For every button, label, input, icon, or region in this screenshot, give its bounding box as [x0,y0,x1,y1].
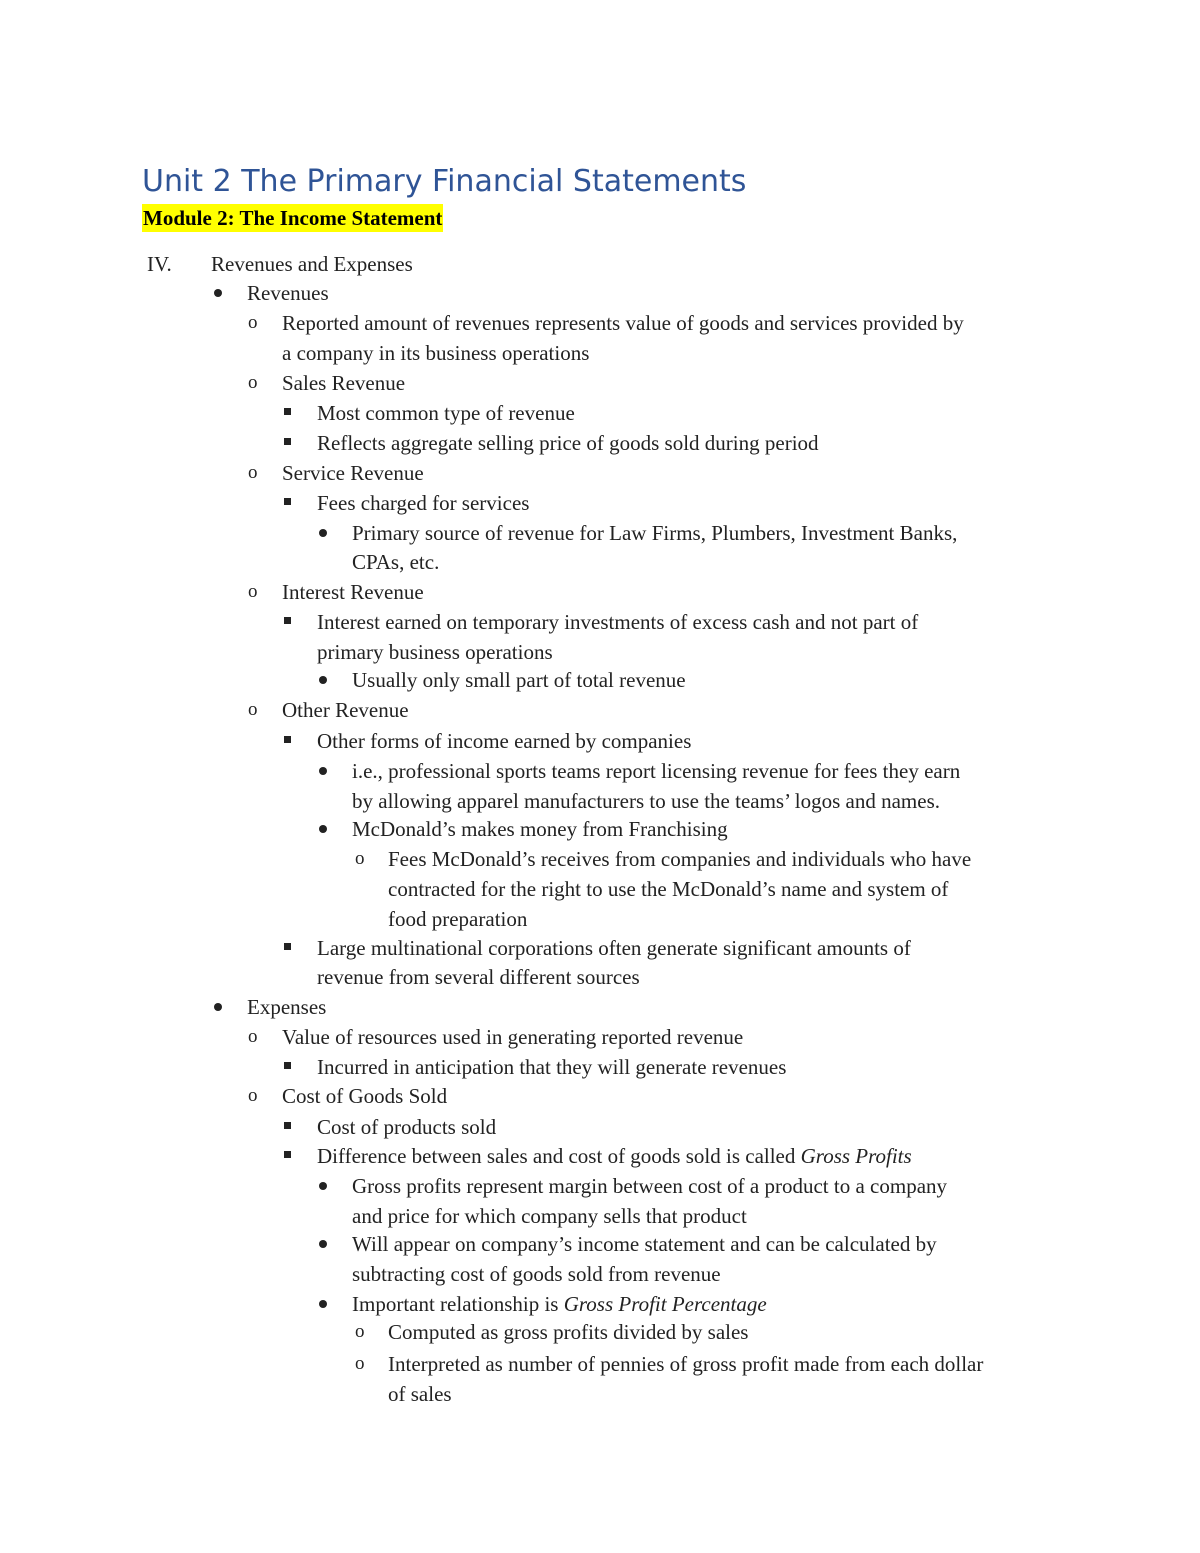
emphasis-gross-profits: Gross Profits [800,1144,912,1168]
bullet-dot-icon [319,1300,327,1308]
bullet-circle-icon: o [248,462,258,483]
bullet-dot-icon [319,1182,327,1190]
bullet-square-icon [284,617,291,624]
section-numeral: IV. [147,252,172,276]
list-item: Cost of Goods Sold [282,1084,448,1108]
list-item: subtracting cost of goods sold from revenue [352,1262,721,1286]
bullet-square-icon [284,438,291,445]
bullet-dot-icon [319,676,327,684]
emphasis-gross-profit-percentage: Gross Profit Percentage [563,1292,767,1316]
list-item: Service Revenue [282,461,424,485]
list-item: food preparation [388,907,528,931]
list-item: Value of resources used in generating reported revenue [282,1025,744,1049]
list-item: by allowing apparel manufacturers to use the teams’ logos and names. [352,789,941,813]
list-item [352,1289,767,1319]
bullet-circle-icon: o [248,699,258,720]
list-item-text: Important relationship is [352,1292,564,1316]
bullet-dot-icon [214,1003,222,1011]
bullet-circle-icon: o [248,1085,258,1106]
list-item: of sales [388,1382,452,1406]
list-item: Other Revenue [282,698,409,722]
list-item: Primary source of revenue for Law Firms, Plumbers, Investment Banks, [352,521,958,545]
section-heading: Revenues and Expenses [211,252,413,276]
list-item: Large multinational corporations often generate significant amounts of [317,936,911,960]
bullet-square-icon [284,498,291,505]
list-item: Gross profits represent margin between cost of a product to a company [352,1174,948,1198]
list-item: Incurred in anticipation that they will generate revenues [317,1055,787,1079]
list-item: Other forms of income earned by companies [317,729,692,753]
bullet-square-icon [284,1062,291,1069]
list-item: Usually only small part of total revenue [352,668,686,692]
bullet-square-icon [284,1122,291,1129]
bullet-circle-icon: o [355,1353,365,1374]
bullet-square-icon [284,943,291,950]
list-item: contracted for the right to use the McDonald’s name and system of [388,877,949,901]
bullet-circle-icon: o [248,372,258,393]
bullet-circle-icon: o [248,1026,258,1047]
list-item: and price for which company sells that product [352,1204,747,1228]
list-item: Reported amount of revenues represents value of goods and services provided by [282,311,964,335]
list-item: revenue from several different sources [317,965,640,989]
bullet-dot-icon [319,529,327,537]
list-item: Revenues [247,281,329,305]
bullet-circle-icon: o [355,1321,365,1342]
list-item: Fees McDonald’s receives from companies and individuals who have [388,847,972,871]
list-item: primary business operations [317,640,553,664]
list-item: Reflects aggregate selling price of goods sold during period [317,431,819,455]
bullet-dot-icon [319,1240,327,1248]
list-item: a company in its business operations [282,341,590,365]
list-item: i.e., professional sports teams report licensing revenue for fees they earn [352,759,961,783]
bullet-dot-icon [214,289,222,297]
module-heading: Module 2: The Income Statement [143,206,443,230]
list-item: Interest Revenue [282,580,424,604]
list-item: Fees charged for services [317,491,530,515]
list-item: McDonald’s makes money from Franchising [352,817,728,841]
list-item [317,1141,912,1171]
bullet-square-icon [284,1151,291,1158]
list-item: Expenses [247,995,327,1019]
list-item: Computed as gross profits divided by sales [388,1320,749,1344]
bullet-dot-icon [319,767,327,775]
bullet-circle-icon: o [248,312,258,333]
list-item: Cost of products sold [317,1115,497,1139]
list-item: Interpreted as number of pennies of gross profit made from each dollar [388,1352,984,1376]
list-item: Sales Revenue [282,371,406,395]
list-item: Will appear on company’s income statement and can be calculated by [352,1232,937,1256]
bullet-circle-icon: o [355,848,365,869]
bullet-circle-icon: o [248,581,258,602]
bullet-dot-icon [319,825,327,833]
bullet-square-icon [284,736,291,743]
list-item: Interest earned on temporary investments of excess cash and not part of [317,610,919,634]
list-item: Most common type of revenue [317,401,575,425]
list-item-text: Difference between sales and cost of goods sold is called [317,1144,801,1168]
bullet-square-icon [284,408,291,415]
document-title: Unit 2 The Primary Financial Statements [142,164,747,199]
list-item: CPAs, etc. [352,550,440,574]
